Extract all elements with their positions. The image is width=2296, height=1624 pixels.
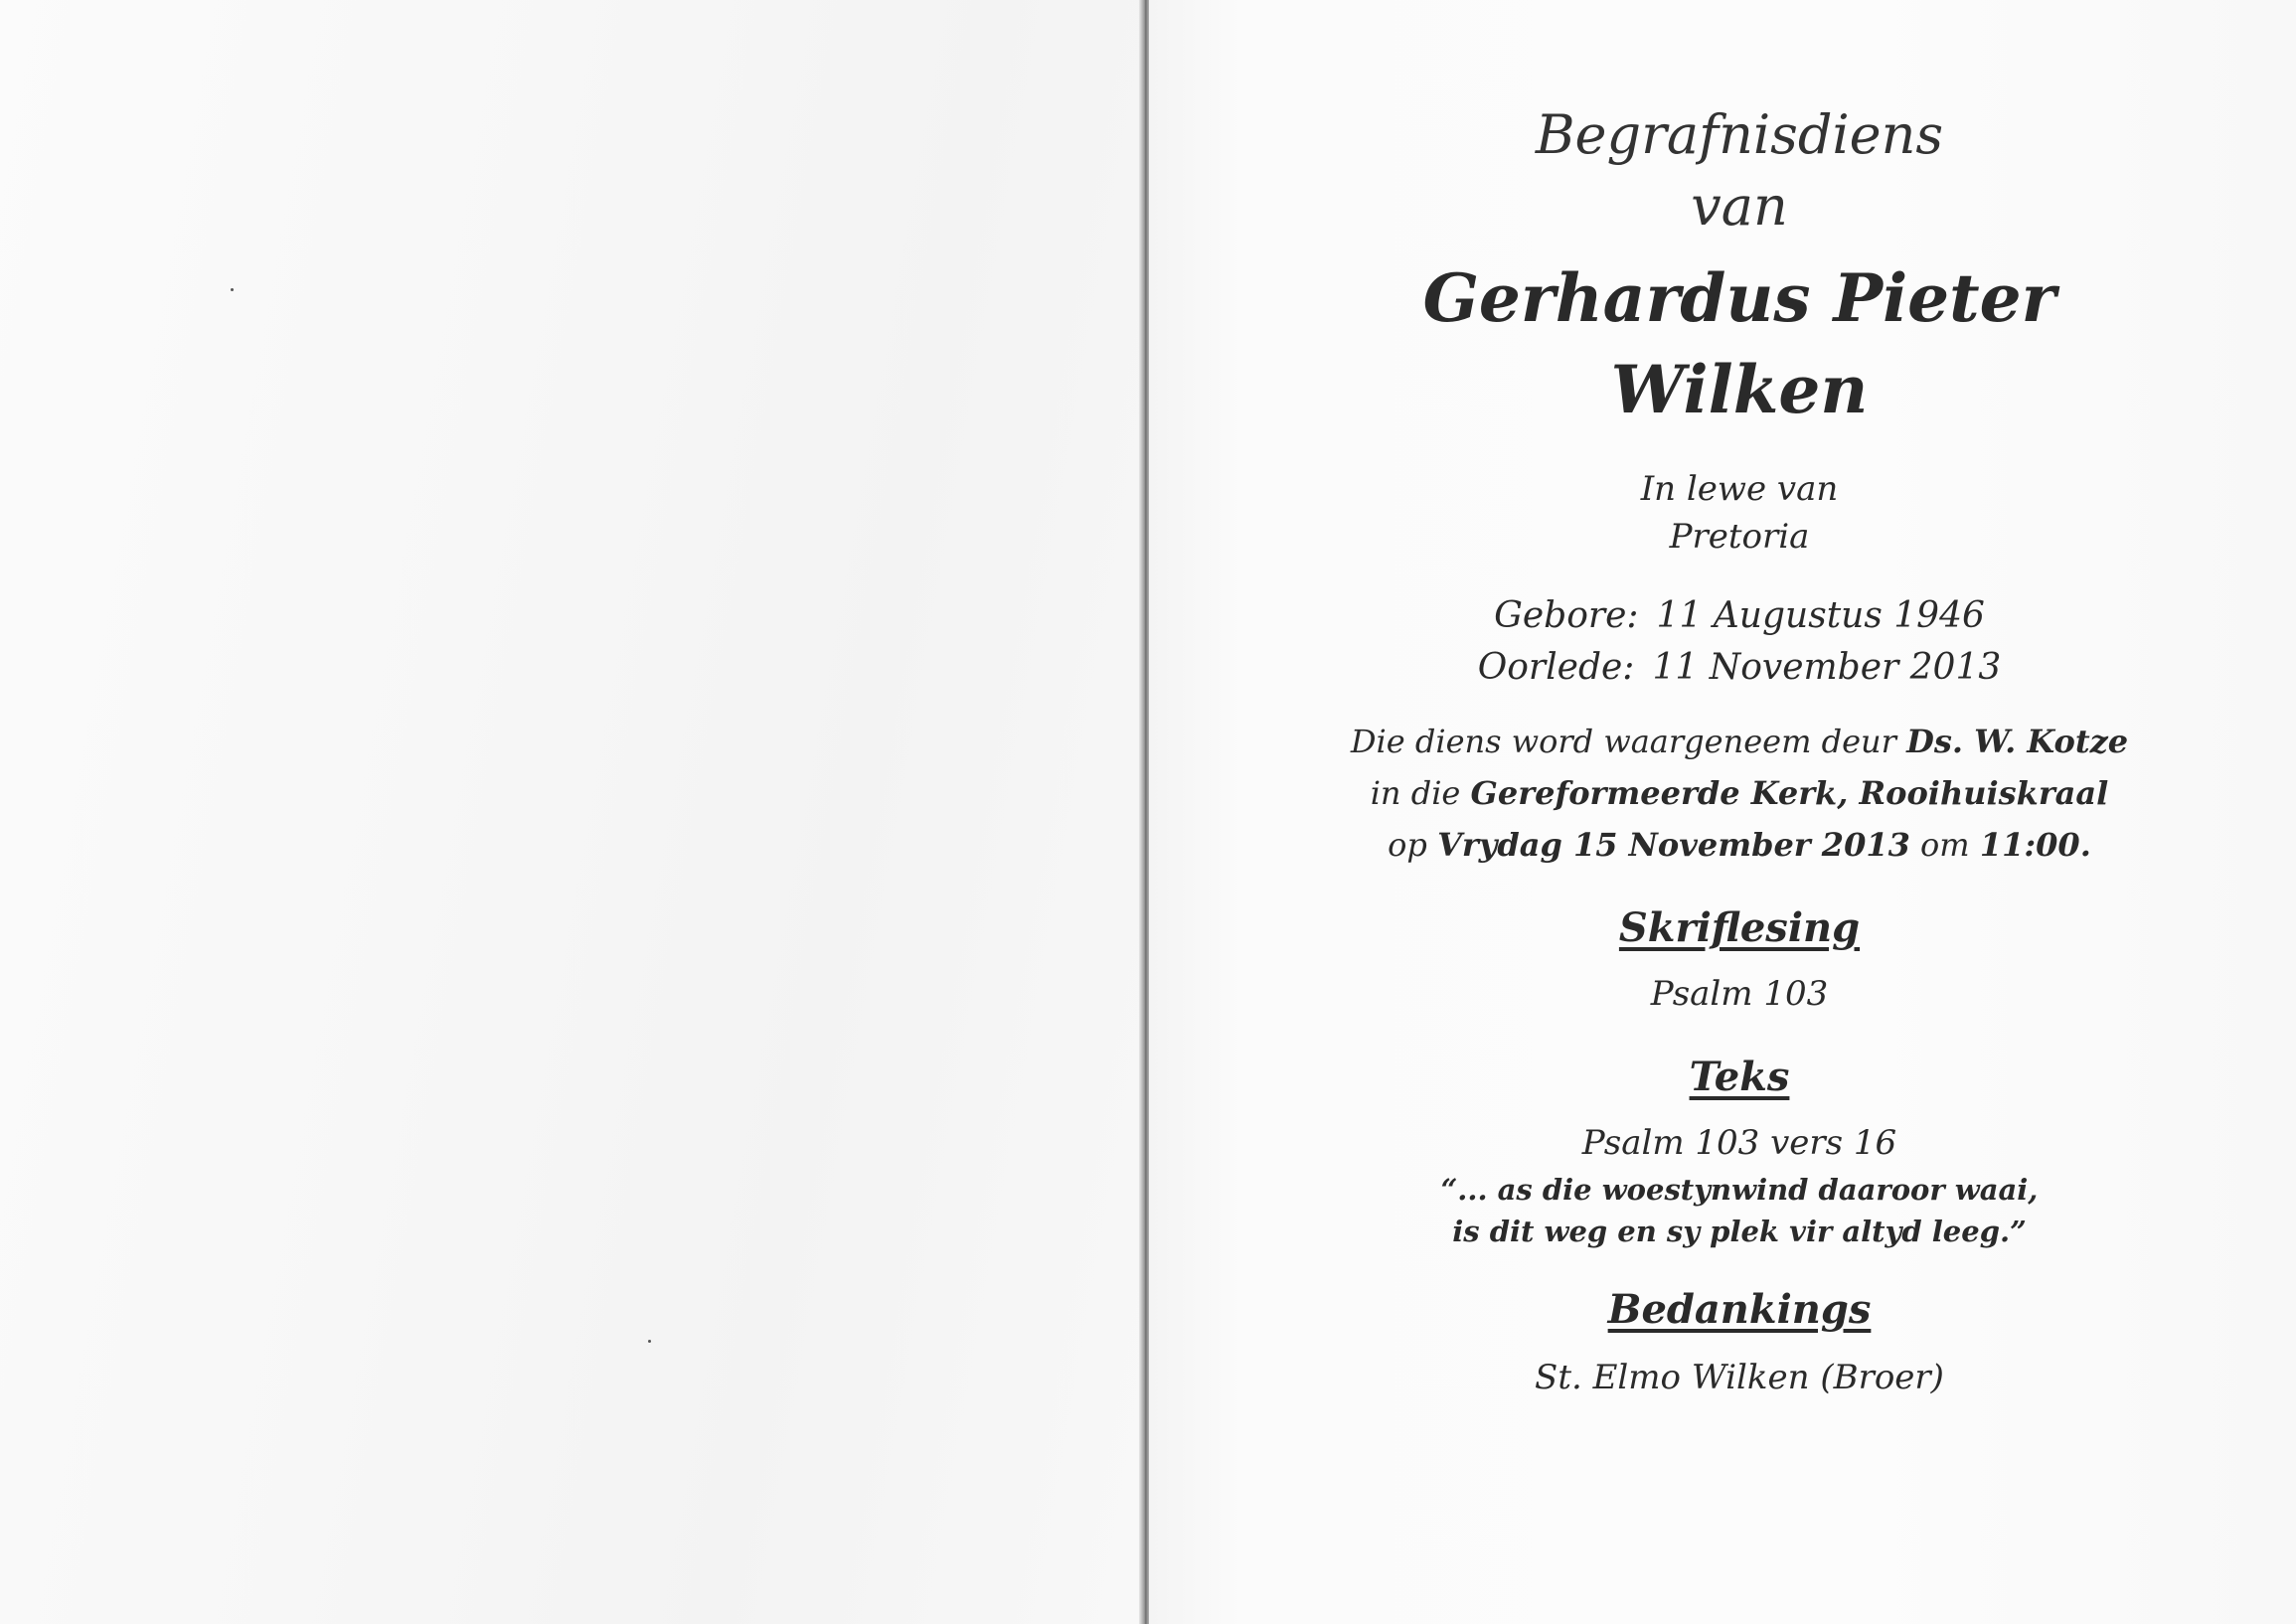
service-time: 11:00. <box>1979 826 2091 864</box>
time-prefix: om <box>1920 826 1970 864</box>
title-van: van <box>1691 175 1788 238</box>
text-quote-line-2: is dit weg en sy plek vir altyd leeg.” <box>1452 1215 2027 1248</box>
residence-label: In lewe van <box>1640 469 1839 509</box>
service-line-1 <box>1282 716 2197 767</box>
church-name: Gereformeerde Kerk, Rooihuiskraal <box>1470 774 2109 812</box>
born-value: 11 Augustus 1946 <box>1656 595 1985 636</box>
scripture-heading: Skriflesing <box>1618 904 1861 951</box>
service-title: Begrafnisdiens <box>1535 103 1944 166</box>
speck <box>648 1340 651 1343</box>
thanks-value: St. Elmo Wilken (Broer) <box>1535 1358 1944 1397</box>
minister-name: Ds. W. Kotze <box>1906 723 2129 760</box>
text-heading: Teks <box>1689 1054 1790 1100</box>
funeral-program <box>1282 99 2197 1403</box>
text-quote-line-1: “... as die woestynwind daaroor waai, <box>1440 1173 2039 1207</box>
residence-place: Pretoria <box>1669 517 1810 557</box>
service-prefix: Die diens word waargeneem deur <box>1350 723 1896 760</box>
deceased-first-names: Gerhardus Pieter <box>1422 259 2056 337</box>
text-reference: Psalm 103 vers 16 <box>1581 1123 1897 1163</box>
died-value: 11 November 2013 <box>1652 647 2002 688</box>
scripture-value: Psalm 103 <box>1650 974 1829 1014</box>
thanks-heading: Bedankings <box>1607 1286 1872 1333</box>
speck <box>231 288 234 291</box>
left-page <box>0 0 1141 1624</box>
died-label: Oorlede: <box>1477 647 1635 688</box>
service-line-3 <box>1282 819 2197 871</box>
death-date-row <box>1282 642 2197 694</box>
date-prefix: op <box>1388 826 1427 864</box>
service-line-2 <box>1282 767 2197 819</box>
service-date: Vrydag 15 November 2013 <box>1437 826 1910 864</box>
deceased-surname: Wilken <box>1610 351 1869 428</box>
church-prefix: in die <box>1370 774 1461 812</box>
born-label: Gebore: <box>1494 595 1639 636</box>
birth-date-row <box>1282 590 2197 642</box>
